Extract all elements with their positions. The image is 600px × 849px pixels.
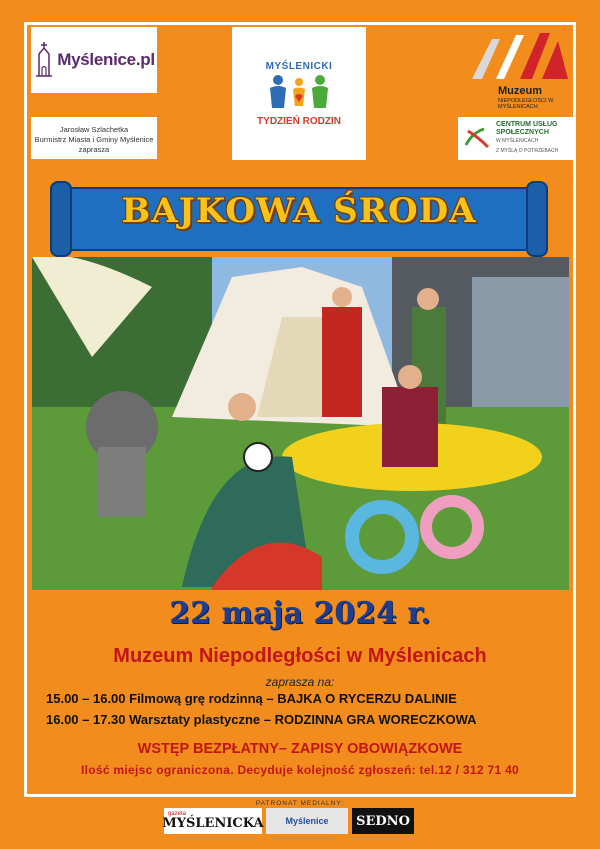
muzeum-logo: [458, 27, 576, 117]
program-item: 16.00 – 17.30 Warsztaty plastyczne – RODZINNA GRA WORECZKOWA: [46, 712, 477, 727]
family-icon: [264, 72, 334, 112]
muzeum-flag-icon: [458, 27, 576, 85]
tydzien-top-text: MYŚLENICKI: [265, 60, 333, 72]
entry-info: WSTĘP BEZPŁATNY– ZAPISY OBOWIĄZKOWE: [137, 741, 463, 757]
limit-info: Ilość miejsc ograniczona. Decyduje kolejność zgłoszeń: tel.12 / 312 71 40: [80, 763, 520, 777]
burmistrz-box: [31, 117, 157, 159]
tydzien-bottom-text: TYDZIEŃ RODZIN: [257, 115, 341, 127]
muzeum-logo-sub: NIEPODLEGŁOŚCI W MYŚLENICACH: [498, 98, 554, 110]
cus-line3: W MYŚLENICACH: [496, 138, 539, 144]
invite-text: zaprasza na:: [265, 675, 335, 689]
patronat-label: PATRONAT MEDIALNY:: [255, 800, 345, 807]
burmistrz-name: Jarosław Szlachetka: [59, 125, 129, 134]
cus-sub: Z MYŚLĄ O POTRZEBACH: [496, 148, 559, 154]
title-banner: [50, 179, 548, 255]
myslenice-fm-text: Myślenice: [285, 816, 329, 826]
event-photo: [32, 257, 569, 590]
gazeta-text: MYŚLENICKA: [162, 816, 264, 831]
cus-logo: [458, 117, 574, 160]
cus-line1: CENTRUM USŁUG: [496, 121, 558, 128]
gazeta-small-text: gazeta: [168, 811, 187, 817]
sedno-text: SEDNO: [356, 813, 410, 829]
myslenice-logo-text: Myślenice.pl: [57, 50, 155, 69]
tydzien-rodzin-logo: [232, 27, 366, 160]
myslenice-logo: [31, 27, 157, 93]
event-date: 22 maja 2024 r.: [169, 596, 431, 631]
church-icon: [33, 40, 55, 80]
cus-line2: SPOŁECZNYCH: [496, 129, 549, 136]
myslenice-fm-logo: [266, 808, 348, 834]
event-venue: Muzeum Niepodległości w Myślenicach: [113, 645, 487, 667]
banner-title: BAJKOWA ŚRODA: [121, 191, 477, 231]
burmistrz-invite: zaprasza: [78, 145, 110, 154]
sedno-logo: [352, 808, 414, 834]
program-item: 15.00 – 16.00 Filmową grę rodzinną – BAJKA O RYCERZU DALINIE: [46, 691, 457, 706]
burmistrz-title: Burmistrz Miasta i Gminy Myślenice: [34, 135, 154, 144]
hands-icon: [462, 123, 492, 153]
gazeta-myslenicka-logo: [164, 808, 262, 834]
muzeum-logo-text: Muzeum: [498, 85, 542, 97]
photo-illustration: [32, 257, 569, 590]
